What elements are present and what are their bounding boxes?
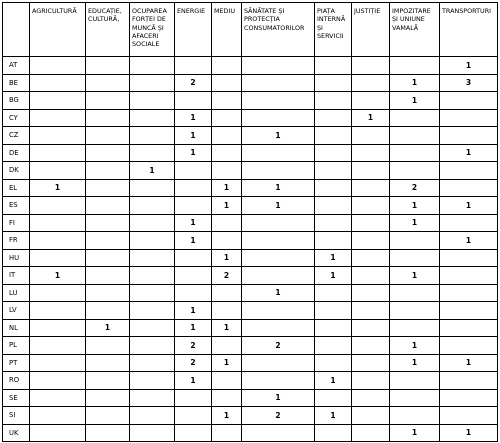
case-count-cell: 1 [390,197,440,215]
case-count-cell [130,74,175,92]
case-count-cell: 1 [390,267,440,285]
case-count-cell: 1 [440,232,498,250]
country-code-cell: IT [3,267,30,285]
country-code-cell: BG [3,92,30,110]
case-count-cell [352,214,390,232]
country-code-cell: FR [3,232,30,250]
case-count-cell [175,424,212,442]
country-code-cell: UK [3,424,30,442]
country-code-cell: DK [3,162,30,180]
case-count-cell [315,354,352,372]
case-count-cell [352,144,390,162]
case-count-cell [212,127,242,145]
case-count-cell: 1 [315,249,352,267]
case-count-cell [175,92,212,110]
header-energie: ENERGIE [175,3,212,57]
case-count-cell [130,337,175,355]
case-count-cell [352,319,390,337]
table-row [3,424,498,442]
case-count-cell [440,284,498,302]
case-count-cell: 1 [352,109,390,127]
case-count-cell [352,127,390,145]
case-count-cell [130,92,175,110]
country-code-cell: RO [3,372,30,390]
table-body [3,57,498,442]
case-count-cell: 1 [175,214,212,232]
case-count-cell [242,214,315,232]
table-row [3,109,498,127]
table-row [3,267,498,285]
case-count-cell [30,144,86,162]
case-count-cell [30,319,86,337]
table-row [3,407,498,425]
case-count-cell [212,57,242,75]
case-count-cell: 1 [175,109,212,127]
case-count-cell [212,284,242,302]
case-count-cell [352,57,390,75]
case-count-cell: 2 [212,267,242,285]
case-count-cell [242,267,315,285]
case-count-cell [130,372,175,390]
table-row [3,127,498,145]
country-code-cell: PL [3,337,30,355]
case-count-cell [242,144,315,162]
case-count-cell [352,372,390,390]
case-count-cell [30,302,86,320]
case-count-cell [440,372,498,390]
case-count-cell [315,232,352,250]
infringement-table [2,2,498,442]
case-count-cell [315,92,352,110]
country-code-cell: BE [3,74,30,92]
header-ocuparea-fortei-de-munca: OCUPAREA FORȚEI DE MUNCĂ ȘI AFACERI SOCIALE [130,3,175,57]
case-count-cell [390,319,440,337]
case-count-cell [352,337,390,355]
case-count-cell [212,92,242,110]
case-count-cell [30,232,86,250]
case-count-cell: 1 [175,144,212,162]
case-count-cell: 1 [212,249,242,267]
case-count-cell [130,249,175,267]
case-count-cell [130,389,175,407]
case-count-cell: 1 [212,319,242,337]
country-code-cell: SE [3,389,30,407]
case-count-cell [390,232,440,250]
case-count-cell [212,109,242,127]
case-count-cell: 1 [242,179,315,197]
case-count-cell: 1 [440,197,498,215]
case-count-cell: 1 [315,267,352,285]
case-count-cell [130,407,175,425]
case-count-cell [352,407,390,425]
country-code-cell: PT [3,354,30,372]
case-count-cell [315,214,352,232]
case-count-cell [30,162,86,180]
case-count-cell [175,197,212,215]
case-count-cell [315,109,352,127]
case-count-cell: 1 [212,407,242,425]
case-count-cell [86,302,130,320]
case-count-cell [130,144,175,162]
case-count-cell [86,267,130,285]
case-count-cell: 1 [390,337,440,355]
table-row [3,179,498,197]
case-count-cell [175,267,212,285]
case-count-cell [30,57,86,75]
case-count-cell: 2 [175,74,212,92]
case-count-cell [440,179,498,197]
case-count-cell [30,354,86,372]
case-count-cell [86,249,130,267]
case-count-cell [212,389,242,407]
case-count-cell: 1 [242,197,315,215]
table-row [3,319,498,337]
case-count-cell [390,249,440,267]
case-count-cell [130,214,175,232]
case-count-cell: 1 [440,354,498,372]
header-agricultura: AGRICULTURĂ [30,3,86,57]
case-count-cell [212,372,242,390]
case-count-cell [30,197,86,215]
case-count-cell: 1 [440,424,498,442]
header-transporturi: TRANSPORTURI [440,3,498,57]
case-count-cell [242,354,315,372]
table-row [3,389,498,407]
case-count-cell [390,162,440,180]
case-count-cell [30,424,86,442]
case-count-cell [175,249,212,267]
case-count-cell [212,232,242,250]
case-count-cell [242,57,315,75]
case-count-cell [315,284,352,302]
case-count-cell: 1 [390,214,440,232]
case-count-cell [242,249,315,267]
case-count-cell [175,407,212,425]
case-count-cell [86,179,130,197]
case-count-cell [390,407,440,425]
case-count-cell [390,302,440,320]
case-count-cell: 2 [175,354,212,372]
case-count-cell: 1 [175,232,212,250]
case-count-cell [242,302,315,320]
case-count-cell [130,179,175,197]
table-row [3,92,498,110]
case-count-cell [352,249,390,267]
case-count-cell: 1 [30,179,86,197]
case-count-cell [390,127,440,145]
case-count-cell [352,162,390,180]
case-count-cell [212,214,242,232]
case-count-cell [352,179,390,197]
case-count-cell [86,424,130,442]
case-count-cell: 2 [390,179,440,197]
case-count-cell [86,337,130,355]
case-count-cell [315,74,352,92]
case-count-cell [130,109,175,127]
case-count-cell: 1 [440,57,498,75]
case-count-cell: 1 [390,74,440,92]
table-row [3,372,498,390]
case-count-cell [242,232,315,250]
case-count-cell [315,337,352,355]
case-count-cell [315,424,352,442]
case-count-cell [440,302,498,320]
case-count-cell [440,109,498,127]
case-count-cell: 1 [175,372,212,390]
country-code-cell: DE [3,144,30,162]
case-count-cell [352,424,390,442]
case-count-cell [352,232,390,250]
case-count-cell [315,127,352,145]
case-count-cell [86,127,130,145]
case-count-cell: 3 [440,74,498,92]
case-count-cell [390,144,440,162]
country-code-cell: SI [3,407,30,425]
case-count-cell: 1 [315,407,352,425]
case-count-cell: 2 [242,337,315,355]
case-count-cell [212,424,242,442]
case-count-cell [175,57,212,75]
case-count-cell [130,319,175,337]
case-count-cell: 1 [390,354,440,372]
case-count-cell: 1 [212,354,242,372]
case-count-cell [130,267,175,285]
case-count-cell [130,57,175,75]
header-mediu: MEDIU [212,3,242,57]
case-count-cell [390,57,440,75]
country-code-cell: CY [3,109,30,127]
case-count-cell [352,74,390,92]
case-count-cell [30,109,86,127]
case-count-cell: 1 [130,162,175,180]
case-count-cell [352,197,390,215]
table-row [3,337,498,355]
header-piata-interna-servicii: PIAȚA INTERNĂ ȘI SERVICII [315,3,352,57]
country-code-cell: ES [3,197,30,215]
case-count-cell [86,372,130,390]
case-count-cell [315,197,352,215]
case-count-cell [315,144,352,162]
case-count-cell [130,284,175,302]
case-count-cell [30,92,86,110]
case-count-cell [440,389,498,407]
case-count-cell [242,424,315,442]
case-count-cell [440,319,498,337]
case-count-cell [212,302,242,320]
case-count-cell [86,74,130,92]
country-code-cell: LU [3,284,30,302]
case-count-cell [352,354,390,372]
case-count-cell [86,144,130,162]
case-count-cell [440,92,498,110]
case-count-cell [315,179,352,197]
case-count-cell [242,372,315,390]
case-count-cell [440,127,498,145]
case-count-cell [86,284,130,302]
case-count-cell [175,284,212,302]
case-count-cell [86,354,130,372]
case-count-cell [352,389,390,407]
table-row [3,197,498,215]
case-count-cell [315,57,352,75]
country-code-cell: FI [3,214,30,232]
case-count-cell: 2 [175,337,212,355]
country-code-cell: NL [3,319,30,337]
case-count-cell [440,337,498,355]
case-count-cell: 1 [175,127,212,145]
case-count-cell [390,372,440,390]
case-count-cell [390,284,440,302]
case-count-cell [315,319,352,337]
case-count-cell [30,127,86,145]
case-count-cell: 1 [30,267,86,285]
country-code-cell: HU [3,249,30,267]
header-sanatate-protectia-consumatorilor: SĂNĂTATE ȘI PROTECȚIA CONSUMATORILOR [242,3,315,57]
case-count-cell [86,214,130,232]
infringement-table-container [2,2,498,442]
case-count-cell [175,389,212,407]
case-count-cell [86,197,130,215]
country-code-cell: LV [3,302,30,320]
case-count-cell [315,162,352,180]
case-count-cell [212,144,242,162]
case-count-cell [30,249,86,267]
case-count-cell [352,267,390,285]
case-count-cell [440,267,498,285]
case-count-cell [30,389,86,407]
case-count-cell [86,92,130,110]
case-count-cell [242,319,315,337]
case-count-cell [315,389,352,407]
case-count-cell: 1 [440,144,498,162]
case-count-cell: 2 [242,407,315,425]
case-count-cell [242,92,315,110]
case-count-cell: 1 [175,302,212,320]
case-count-cell [440,407,498,425]
header-justitie: JUSTIȚIE [352,3,390,57]
case-count-cell [242,109,315,127]
case-count-cell [440,249,498,267]
table-row [3,284,498,302]
case-count-cell [130,354,175,372]
corner-header [3,3,30,57]
case-count-cell [390,389,440,407]
case-count-cell: 1 [242,284,315,302]
table-row [3,302,498,320]
country-code-cell: CZ [3,127,30,145]
case-count-cell [175,162,212,180]
case-count-cell: 1 [175,319,212,337]
case-count-cell [86,109,130,127]
header-educatie-cultura: EDUCAȚIE, CULTURĂ, [86,3,130,57]
case-count-cell [130,197,175,215]
table-row [3,57,498,75]
country-code-cell: AT [3,57,30,75]
case-count-cell: 1 [86,319,130,337]
case-count-cell: 1 [212,197,242,215]
table-row [3,232,498,250]
case-count-cell: 1 [390,424,440,442]
case-count-cell [86,162,130,180]
case-count-cell: 1 [242,389,315,407]
table-row [3,214,498,232]
case-count-cell [440,214,498,232]
case-count-cell [352,284,390,302]
case-count-cell: 1 [390,92,440,110]
header-row [3,3,498,57]
case-count-cell [175,179,212,197]
case-count-cell [86,57,130,75]
case-count-cell [86,407,130,425]
case-count-cell: 1 [212,179,242,197]
table-row [3,144,498,162]
case-count-cell: 1 [315,372,352,390]
table-row [3,74,498,92]
case-count-cell [86,389,130,407]
case-count-cell [440,162,498,180]
case-count-cell [30,372,86,390]
case-count-cell [30,337,86,355]
case-count-cell [30,74,86,92]
case-count-cell [390,109,440,127]
case-count-cell [30,214,86,232]
country-code-cell: EL [3,179,30,197]
case-count-cell [130,127,175,145]
case-count-cell [352,302,390,320]
case-count-cell [315,302,352,320]
case-count-cell: 1 [242,127,315,145]
case-count-cell [212,162,242,180]
case-count-cell [242,74,315,92]
case-count-cell [352,92,390,110]
case-count-cell [242,162,315,180]
case-count-cell [30,407,86,425]
case-count-cell [130,232,175,250]
case-count-cell [212,337,242,355]
case-count-cell [130,424,175,442]
case-count-cell [86,232,130,250]
case-count-cell [130,302,175,320]
case-count-cell [30,284,86,302]
table-row [3,249,498,267]
table-row [3,162,498,180]
case-count-cell [212,74,242,92]
header-impozitare-uniune-vamala: IMPOZITARE ȘI UNIUNE VAMALĂ [390,3,440,57]
table-row [3,354,498,372]
